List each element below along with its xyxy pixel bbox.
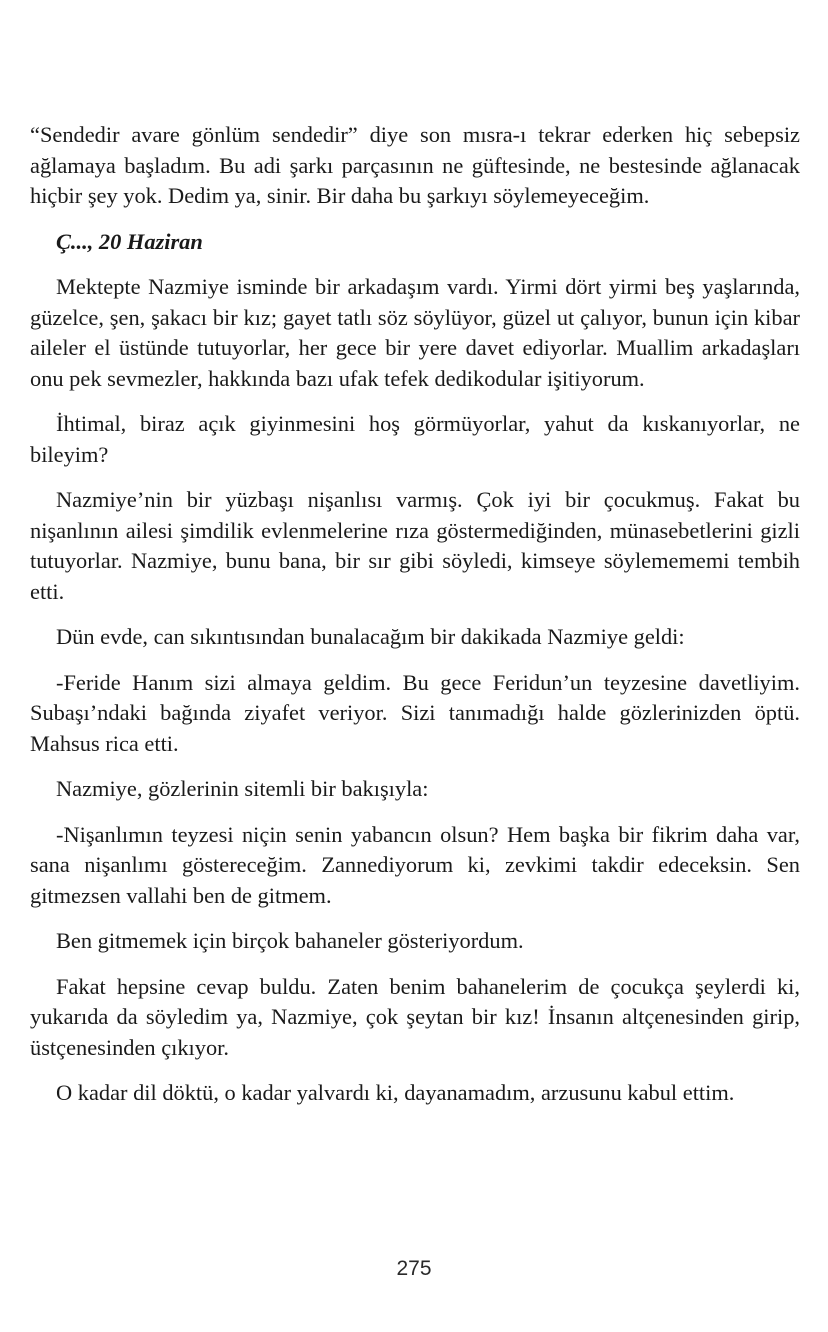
- paragraph-nazmiye-intro: Mektepte Nazmiye isminde bir arkadaşım vardı. Yirmi dört yirmi beş yaşlarında, güzelce, şen, şakacı bir kız; gayet tatlı söz söylüyor, güzel ut çalıyor, bunun için kibar aileler el üstünde tutuyorlar, her gece bir yere davet ediyorlar. Muallim arkadaşları onu pek sevmezler, hakkında bazı ufak tefek dedikodular işitiyorum.: [30, 274, 800, 391]
- paragraph-song-line: “Sendedir avare gönlüm sendedir” diye son mısra-ı tekrar ederken hiç sebepsiz ağlamaya başladım. Bu adi şarkı parçasının ne güftesinde, ne bestesinde ağlanacak hiçbir şey yok. Dedim ya, sinir. Bir daha bu şarkıyı söylemeyeceğim.: [30, 122, 800, 208]
- paragraph-excuses: Ben gitmemek için birçok bahaneler gösteriyordum.: [56, 928, 524, 953]
- page-number: 275: [396, 1257, 432, 1280]
- paragraph-reproach: Nazmiye, gözlerinin sitemli bir bakışıyla:: [56, 776, 429, 801]
- paragraph-insistence: -Nişanlımın teyzesi niçin senin yabancın olsun? Hem başka bir fikrim daha var, sana nişanlımı göstereceğim. Zannediyorum ki, zevkimi takdir edeceksin. Sen gitmezsen vallahi ben de gitmem.: [30, 821, 800, 908]
- paragraph-acceptance: O kadar dil döktü, o kadar yalvardı ki, dayanamadım, arzusunu kabul ettim.: [56, 1080, 735, 1105]
- paragraph-visit: Dün evde, can sıkıntısından bunalacağım bir dakikada Nazmiye geldi:: [56, 624, 685, 649]
- paragraph-invitation: -Feride Hanım sizi almaya geldim. Bu gece Feridun’un teyzesine davetliyim. Subaşı’ndaki bağında ziyafet veriyor. Sizi tanımadığı halde gözlerinizden öptü. Mahsus rica etti.: [30, 669, 800, 756]
- paragraph-fiance: Nazmiye’nin bir yüzbaşı nişanlısı varmış. Çok iyi bir çocukmuş. Fakat bu nişanlının ailesi şimdilik evlenmelerine rıza göstermediğinden, münasebetlerini gizli tutuyorlar. Nazmiye, bunu bana, bir sır gibi söyledi, kimseye söylemememi tembih etti.: [30, 487, 800, 604]
- paragraph-speculation: İhtimal, biraz açık giyinmesini hoş görmüyorlar, yahut da kıskanıyorlar, ne bileyim?: [30, 411, 800, 467]
- diary-date-heading: Ç..., 20 Haziran: [56, 228, 203, 254]
- page-body: [30, 120, 800, 1124]
- paragraph-answers: Fakat hepsine cevap buldu. Zaten benim bahanelerim de çocukça şeylerdi ki, yukarıda da söyledim ya, Nazmiye, çok şeytan bir kız! İnsanın altçenesinden girip, üstçenesinden çıkıyor.: [30, 973, 800, 1060]
